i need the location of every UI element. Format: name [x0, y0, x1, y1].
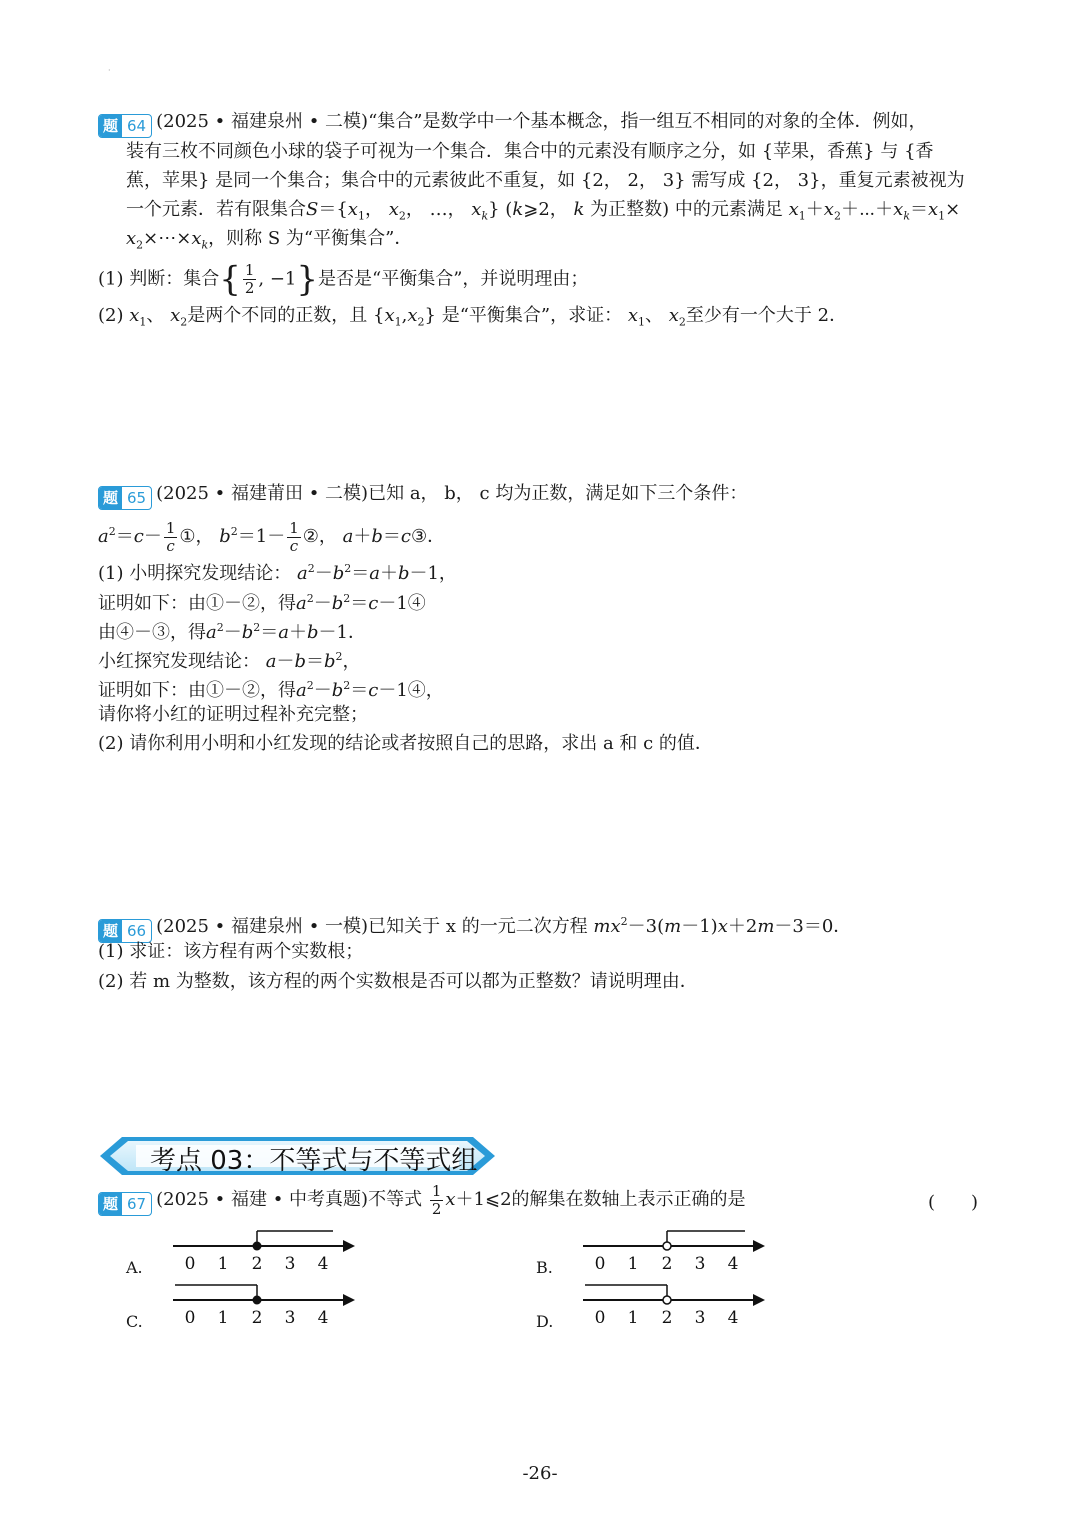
q64-line1: [98, 110, 927, 138]
page-number: -26-: [522, 1463, 558, 1484]
q65-proof1: 证明如下：由①－②，得$a^2-b^2=c-1④$: [98, 592, 426, 614]
tick-label: 0: [594, 1254, 606, 1274]
q65-line1: 题 65 (2025 • 福建莆田 • 二模)已知 a， b， c 均为正数，满足如下三个条件：: [98, 482, 747, 510]
option-d-label: D.: [536, 1312, 554, 1331]
q64-line3: 蕉，苹果} 是同一个集合；集合中的元素彼此不重复，如 {2， 2， 3} 需写成 {2， 3}，重复元素被视为: [126, 170, 965, 191]
q64-tag: 题 64: [98, 114, 152, 138]
section-title: 考点 03：不等式与不等式组: [150, 1146, 478, 1176]
q64-line4: 一个元素．若有限集合$S=\{x_1$， $x_2$， …， $x_k$} (k⩾2， k 为正整数) 中的元素满足 $x_1+x_2+\cdots+x_k=x_1\times$: [126, 199, 961, 223]
tick-label: 2: [251, 1308, 263, 1328]
q65-tag: 题 65: [98, 486, 152, 510]
number-line-a: [165, 1222, 365, 1274]
q65-conditions: $a^2=c-$ $\frac{1}{c}$ ①， $b^2=1-$ $\frac{1}{c}$ ②， a＋b＝c③．: [98, 518, 446, 555]
number-line-d: [575, 1276, 775, 1328]
q65-part2: (2) 请你利用小明和小红发现的结论或者按照自己的思路，求出 a 和 c 的值．: [98, 733, 713, 754]
tick-label: 4: [727, 1254, 739, 1274]
tick-label: 1: [217, 1308, 229, 1328]
q64-text-1: “集合”是数学中一个基本概念，指一组互不相同的对象的全体．例如，: [368, 111, 927, 132]
q67-tag: 题 67: [98, 1192, 152, 1216]
tick-label: 0: [594, 1308, 606, 1328]
decorative-dot: ·: [108, 66, 111, 75]
q67-stem: 题 67 (2025 • 福建 • 中考真题)不等式 $\frac{1}{2}$ x＋1⩽2的解集在数轴上表示正确的是: [98, 1180, 746, 1220]
tick-label: 3: [694, 1254, 706, 1274]
q65-ask: 请你将小红的证明过程补充完整；: [98, 704, 368, 725]
option-c-label: C.: [126, 1312, 143, 1331]
q64-part1: (1) 判断：集合{ $\frac{1}{2}$ , −1}是否是“平衡集合”，并说明理由；: [98, 259, 589, 300]
q64-line5: $x_2\times\cdots\times x_k$，则称 S 为“平衡集合”．: [126, 228, 413, 252]
q66-line1: 题 66 (2025 • 福建泉州 • 一模)已知关于 x 的一元二次方程 $mx^2-3(m-1)x+2m-3=0$．: [98, 910, 851, 943]
tick-label: 3: [694, 1308, 706, 1328]
number-line-b: [575, 1222, 775, 1274]
q67-answer-paren: ( ): [928, 1192, 979, 1213]
q65-xiaohong: 小红探究发现结论： $a-b=b^2$，: [98, 650, 361, 672]
tick-label: 2: [661, 1254, 673, 1274]
tick-label: 4: [727, 1308, 739, 1328]
q65-proof3: 证明如下：由①－②，得$a^2-b^2=c-1④$，: [98, 679, 444, 701]
tick-label: 3: [284, 1308, 296, 1328]
q65-proof2: 由④－③，得$a^2-b^2=a+b-1$．: [98, 621, 366, 643]
tick-label: 2: [251, 1254, 263, 1274]
q64-source: (2025 • 福建泉州 • 二模): [156, 111, 369, 132]
option-a-label: A.: [126, 1258, 143, 1277]
tick-label: 0: [184, 1254, 196, 1274]
q65-part1: (1) 小明探究发现结论： $a^2-b^2=a+b-1$，: [98, 562, 457, 584]
number-line-c: [165, 1276, 365, 1328]
tick-label: 2: [661, 1308, 673, 1328]
tick-label: 4: [317, 1308, 329, 1328]
tick-label: 1: [217, 1254, 229, 1274]
q64-line2: 装有三枚不同颜色小球的袋子可视为一个集合．集合中的元素没有顺序之分，如 {苹果，香蕉} 与 {香: [126, 141, 934, 162]
q64-part2: (2) $x_1$、 $x_2$是两个不同的正数，且 $\{x_1,x_2\}$ 是“平衡集合”，求证： $x_1$、 $x_2$至少有一个大于 2．: [98, 305, 848, 329]
tick-label: 3: [284, 1254, 296, 1274]
q66-part2: (2) 若 m 为整数，该方程的两个实数根是否可以都为正整数？请说明理由．: [98, 971, 698, 992]
option-b-label: B.: [536, 1258, 553, 1277]
tick-label: 4: [317, 1254, 329, 1274]
tick-label: 0: [184, 1308, 196, 1328]
q66-tag: 题 66: [98, 919, 152, 943]
tick-label: 1: [627, 1254, 639, 1274]
tick-label: 1: [627, 1308, 639, 1328]
q66-part1: (1) 求证：该方程有两个实数根；: [98, 941, 364, 962]
